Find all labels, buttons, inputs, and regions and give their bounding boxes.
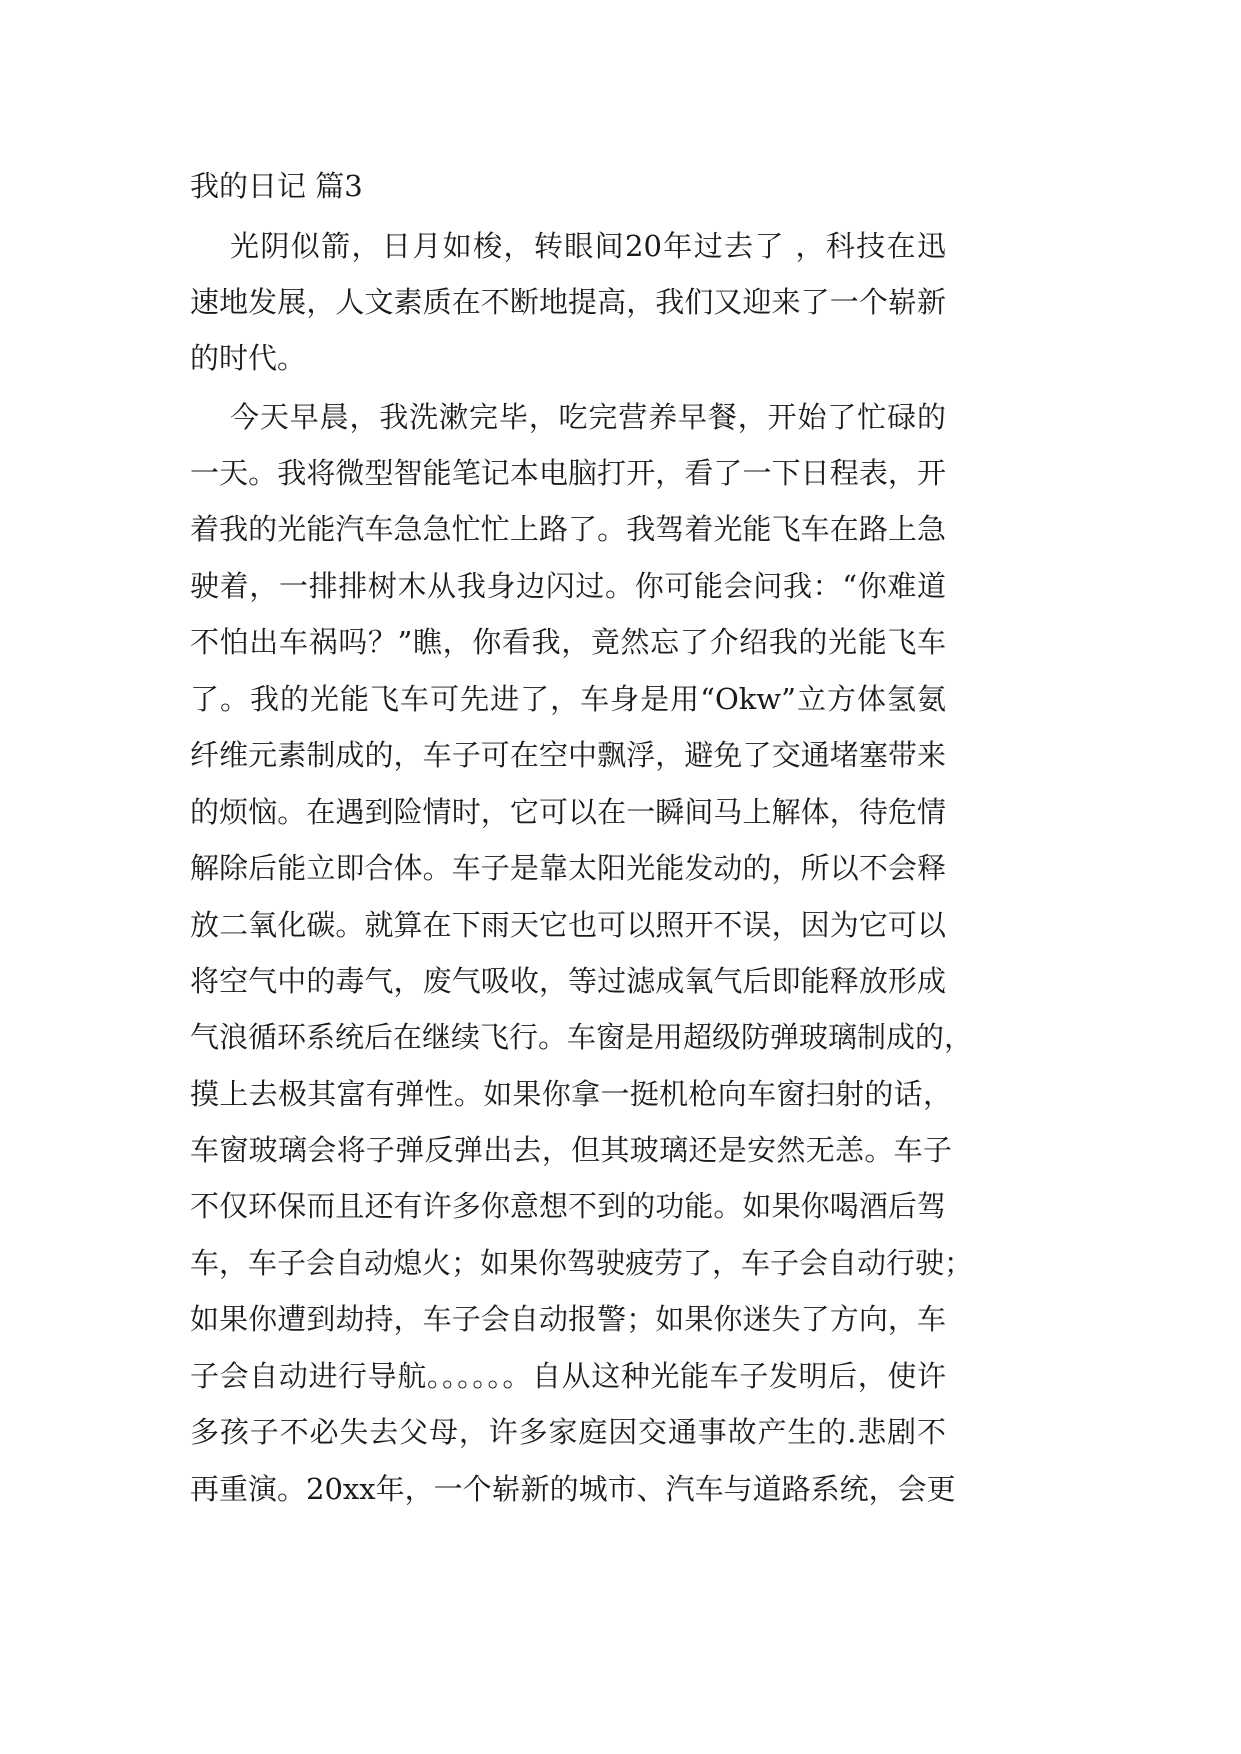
paragraph-1-line-3: 的时代。 (190, 341, 307, 375)
paragraph-2-line-8: 的烦恼。在遇到险情时，它可以在一瞬间马上解体，待危情 (190, 795, 946, 829)
paragraph-2-line-13: 摸上去极其富有弹性。如果你拿一挺机枪向车窗扫射的话， (190, 1077, 952, 1111)
paragraph-2-line-5: 不怕出车祸吗？”瞧，你看我，竟然忘了介绍我的光能飞车 (190, 625, 946, 659)
paragraph-1-line-1: 光阴似箭，日月如梭，转眼间20年过去了 ，科技在迅 (230, 229, 946, 263)
paragraph-2-line-15: 不仅环保而且还有许多你意想不到的功能。如果你喝酒后驾 (190, 1189, 946, 1223)
paragraph-2-line-19: 多孩子不必失去父母，许多家庭因交通事故产生的.悲剧不 (190, 1415, 946, 1449)
paragraph-1-line-2: 速地发展，人文素质在不断地提高，我们又迎来了一个崭新 (190, 285, 946, 319)
paragraph-2-line-9: 解除后能立即合体。车子是靠太阳光能发动的，所以不会释 (190, 851, 946, 885)
paragraph-2-line-3: 着我的光能汽车急急忙忙上路了。我驾着光能飞车在路上急 (190, 512, 946, 546)
paragraph-2-line-6: 了。我的光能飞车可先进了，车身是用“Okw”立方体氢氨 (190, 682, 946, 716)
paragraph-2-line-10: 放二氧化碳。就算在下雨天它也可以照开不误，因为它可以 (190, 908, 946, 942)
paragraph-2-line-7: 纤维元素制成的，车子可在空中飘浮，避免了交通堵塞带来 (190, 738, 946, 772)
paragraph-2-line-17: 如果你遭到劫持，车子会自动报警；如果你迷失了方向，车 (190, 1302, 946, 1336)
paragraph-2-line-4: 驶着，一排排树木从我身边闪过。你可能会问我：“你难道 (190, 569, 946, 603)
paragraph-2-line-2: 一天。我将微型智能笔记本电脑打开，看了一下日程表，开 (190, 456, 946, 490)
paragraph-2-line-18: 子会自动进行导航。。。。。。自从这种光能车子发明后，使许 (190, 1359, 946, 1393)
paragraph-2-line-12: 气浪循环系统后在继续飞行。车窗是用超级防弹玻璃制成的， (190, 1020, 974, 1054)
paragraph-2-line-20: 再重演。20xx年，一个崭新的城市、汽车与道路系统，会更 (190, 1472, 956, 1506)
document-title: 我的日记 篇3 (190, 169, 363, 203)
paragraph-2-line-1: 今天早晨，我洗漱完毕，吃完营养早餐，开始了忙碌的 (230, 400, 946, 434)
paragraph-2-line-16: 车，车子会自动熄火；如果你驾驶疲劳了，车子会自动行驶； (190, 1246, 974, 1280)
paragraph-2-line-14: 车窗玻璃会将子弹反弹出去，但其玻璃还是安然无恙。车子 (190, 1133, 952, 1167)
paragraph-2-line-11: 将空气中的毒气，废气吸收，等过滤成氧气后即能释放形成 (190, 964, 946, 998)
